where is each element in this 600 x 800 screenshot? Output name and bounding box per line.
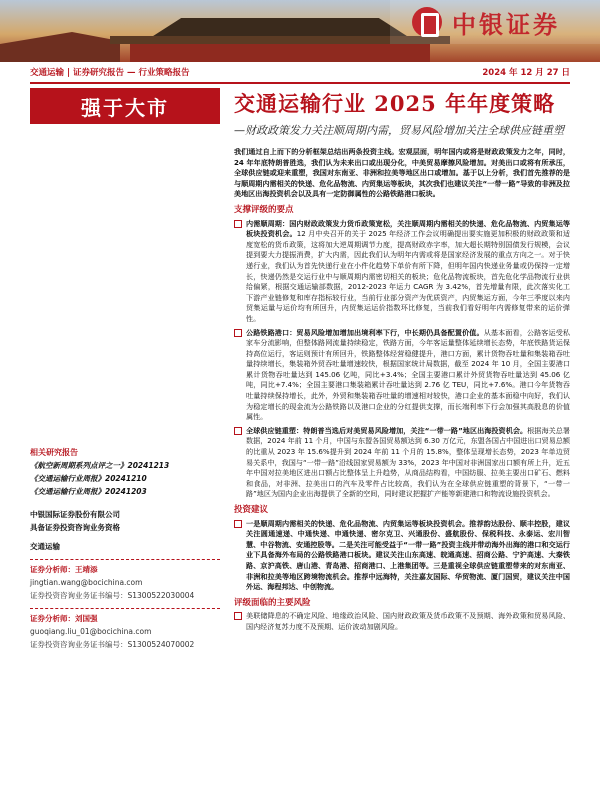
logo-text: 中银证券: [452, 9, 560, 39]
analyst-block: [30, 559, 220, 602]
key-point-text: 从基本面看，公路客运受私家车分流影响，但整体路网流量持续稳定，铁路方面，今年客运量整体延续增长态势，年底铁路货运保持高位运行，客运则预计有所回升，铁路整体经营稳健提升，港口方面，累计货物吞吐量和集装箱吞吐量持续增长，集装箱外贸吞吐量增速较快，根据国家统计局数据，截至 2024 年 10 月，全国主要港口累计货物吞吐量达到 145.06 亿吨，同比+3.4%；全国主要港口累计外贸货物吞吐量达到 45.06 亿吨，同比+7.4%；全国主要港口集装箱累计吞吐量达到 2.76 亿 TEU，同比+7.6%。港口今年货物吞吐量持续保持增长，此外，外贸和集装箱吞吐量的增速相对较快，港口企业的基本面稳中向好，我们认为稳定增长的现金流为公路铁路以及港口企业的分红提供支撑，而长端利率下行会加强其高股息的价值属性。: [246, 327, 571, 422]
related-reports-heading: 相关研究报告: [30, 448, 78, 457]
key-point-text: 12 月中央召开的关于 2025 年经济工作会议明确提出要实施更加积极的财政政策和适度宽松的货币政策，这将加大逆周期调节力度，提高财政赤字率，加大超长期特别国债发行规模，会议提到要大力提振消费，扩大内需，因此我们认为明年内需或将是国家经济发展的重点方向之一。对于快递行业，我们认为首先快递行业在小件化趋势下单价有所下降，但明年国内快递业务量或仍保持一定增长，快递仍然是交运行业中与顺周期内需密切相关的板块；危化品物流板块，首先危化学品物流行业供给偏紧，根据交通运输部数据，2012-2023 年运力 CAGR 为 3.42%，首先增量有限，此次落实化工下游产业链修复和库存指标较行业，当前行业部分资产为优质资产，内贸集运方面，今年三季度以来内贸集运量与运价均有所回升，内贸集运运价指数环比修复，当前我们看好明年内需修复带来的运价弹性。: [246, 229, 571, 323]
coverage-section: 交通运输: [30, 542, 60, 551]
page-subtitle: —财政政策发力关注顺周期内需，贸易风险增加关注全球供应链重塑: [234, 124, 564, 137]
analyst-email[interactable]: guoqiang.liu_01@bocichina.com: [30, 627, 152, 636]
key-point-text: 根据海关总署数据，2024 年前 11 个月，中国与东盟各国贸易额达到 6.30 万亿元，东盟各国占中国进出口贸易总额的比重从 2023 年 15.6%提升到 2024 年前 11 个月的 15.8%，整体呈现增长态势，2023 年单边贸易关系中，我国与“一带一路”沿线国家贸易额为 33%，2023 年中国对非洲国家出口额有所上升，近五年中国对拉美地区进出口额占比整体呈上升趋势，从商品结构看，中国纺服、拉美主要出口矿石、燃料和食品，对非洲、拉美出口的汽车及零件占比较高，我们认为在全球供应链重塑的背景下，“一带一路”地区为国内企业出海提供了全新的空间，同时建议把握扩产能等新建港口和物流设施投资机会。: [246, 425, 571, 499]
report-header: [30, 64, 570, 80]
analyst-cert: 证券投资咨询业务证书编号：S1300524070002: [30, 640, 195, 649]
analyst-name: 王靖添: [75, 565, 98, 574]
related-report-link[interactable]: 《航空新周期系列点评之一》20241213: [30, 461, 170, 470]
boc-logo-icon: [412, 7, 442, 37]
risk-item: [234, 611, 570, 632]
banner-roof-left: [0, 32, 120, 62]
risk-text: 美联储降息的不确定风险、地缘政治风险、国内财政政策及货币政策不及预期、海外政策和贸易风险、国内经济复苏力度不及预期、运价波动加剧风险。: [246, 611, 570, 631]
report-category: 交通运输 | 证券研究报告 — 行业策略报告: [30, 68, 190, 78]
key-point-lead: 内需顺周期：: [246, 218, 290, 228]
analyst-divider: [30, 559, 220, 560]
analyst-divider: [30, 608, 220, 609]
analyst-email[interactable]: jingtian.wang@bocichina.com: [30, 578, 143, 587]
firm-name: 中银国际证券股份有限公司 具备证券投资咨询业务资格: [30, 510, 120, 532]
main-column: [234, 88, 570, 633]
analyst-label: 证券分析师：: [30, 565, 75, 574]
related-report-link[interactable]: 《交通运输行业周报》20241210: [30, 474, 147, 483]
banner-roof-upper: [150, 18, 410, 38]
investment-text: 一是顺周期内需相关的快递、危化品物流、内贸集运等板块投资机会。推荐韵达股份、顺丰控股，建议关注圆通速递、中通快递、申通快递、密尔克卫、兴通股份、盛航股份、保税科技、永泰运、宏川智慧、中谷物流、安通控股等。二是关注可能受益于“一带一路”投资主线并带动海外出海的港口和交运行业下具备海外布局的公路铁路港口板块。建议关注山东高速、皖通高速、招商公路、宁沪高速、大秦铁路、京沪高铁、唐山港、青岛港、招商港口、上港集团等。三是重视全球供应链重塑带来的对东南亚、非洲和拉美等地区跨境物流机会。推荐中远海特，关注嘉友国际、华贸物流、厦门国贸，建议关注中国外运、海程邦达、中创物流。: [246, 518, 570, 592]
company-logo: [390, 0, 600, 44]
key-point-item: [234, 219, 570, 325]
report-date: 2024 年 12 月 27 日: [482, 68, 570, 78]
bullet-box-icon: [234, 520, 242, 528]
left-sidebar: [30, 446, 220, 651]
related-report-link[interactable]: 《交通运输行业周报》20241203: [30, 487, 147, 496]
analyst-cert: 证券投资咨询业务证书编号：S1300522030004: [30, 591, 195, 600]
analyst-name: 刘国强: [75, 614, 98, 623]
banner-wall: [130, 44, 430, 62]
header-divider: [30, 82, 570, 84]
bullet-box-icon: [234, 612, 242, 620]
key-points-heading: 支撑评级的要点: [234, 204, 294, 215]
bullet-box-icon: [234, 220, 242, 228]
bullet-box-icon: [234, 427, 242, 435]
summary-paragraph: 我们通过自上而下的分析框架总结出两条投资主线。宏观层面，明年国内或将是财政政策发力之年，同时，24 年年底特朗普胜选，我们认为未来出口或出现分化，中美贸易摩擦风险增加。对美出口或将有所承压，全球供应链或迎来重塑，我国对东南亚、非洲和拉美等地区出口或增加。基于以上分析，我们首先推荐的是与顺周期内需相关的快递、危化品物流、内贸集运等板块，其次我们也建议关注“一带一路”导致的非洲及拉美地区出海投资机会以及具有一定防御属性的公路铁路港口板块。: [234, 147, 570, 199]
key-point-lead: 公路铁路港口：: [246, 327, 297, 337]
key-point-bold: 国内财政政策发力货币政策宽松，关注顺周期内需相关的快递、危化品物流、内贸集运等板块投资机会。: [246, 218, 571, 239]
key-point-item: [234, 328, 570, 423]
risks-heading: 评级面临的主要风险: [234, 597, 311, 608]
header-banner: [0, 0, 600, 62]
analyst-block: [30, 608, 220, 651]
investment-item: [234, 519, 570, 593]
analyst-label: 证券分析师：: [30, 614, 75, 623]
bullet-box-icon: [234, 329, 242, 337]
rating-badge: 强于大市: [30, 88, 220, 124]
key-point-lead: 全球供应链重塑：: [246, 425, 304, 435]
investment-heading: 投资建议: [234, 505, 269, 515]
report-body: [234, 147, 570, 633]
key-point-item: [234, 426, 570, 500]
key-point-bold: 特朗普当选后对美贸易风险增加，关注“一带一路”地区出海投资机会。: [303, 425, 528, 435]
key-point-bold: 贸易风险增加增加出境利率下行，中长期仍具备配置价值。: [296, 327, 484, 337]
page-title: 交通运输行业 2025 年年度策略: [234, 91, 556, 116]
